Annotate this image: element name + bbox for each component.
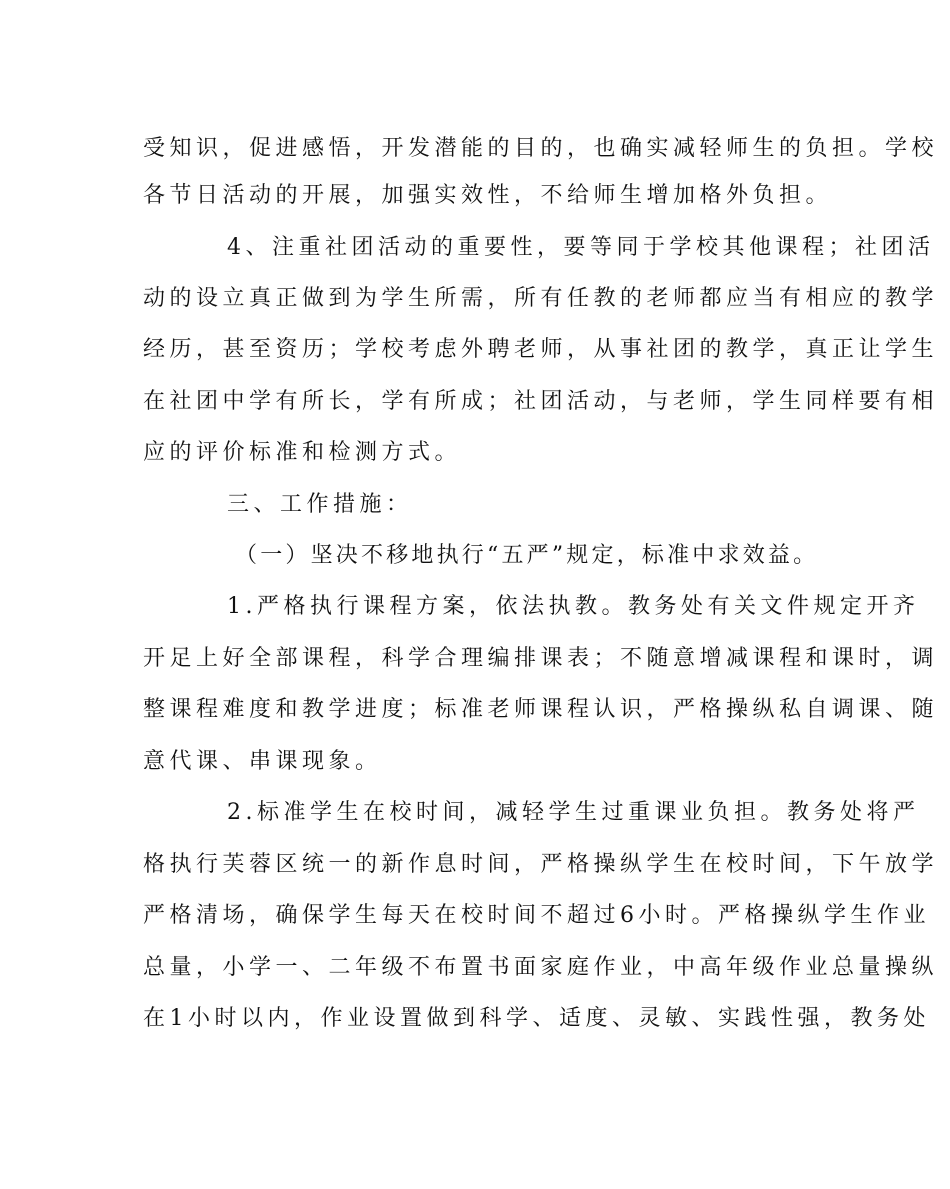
section-heading: 三、工作措施： [227,492,413,517]
paragraph-2-start: 2.标准学生在校时间，减轻学生过重课业负担。教务处将严 [227,800,920,825]
text-line: 整课程难度和教学进度；标准老师课程认识，严格操纵私自调课、随 [143,697,939,722]
text-line: 动的设立真正做到为学生所需，所有任教的老师都应当有相应的教学 [143,286,939,311]
text-line: 意代课、串课现象。 [143,749,382,774]
text-line: 在社团中学有所长，学有所成；社团活动，与老师，学生同样要有相 [143,389,939,414]
paragraph-4-start: 4、注重社团活动的重要性，要等同于学校其他课程；社团活 [227,235,935,260]
text-line: 格执行芙蓉区统一的新作息时间，严格操纵学生在校时间，下午放学 [143,852,939,877]
text-line: 受知识，促进感悟，开发潜能的目的，也确实减轻师生的负担。学校 [143,136,939,161]
text-line: 经历，甚至资历；学校考虑外聘老师，从事社团的教学，真正让学生 [143,337,939,362]
text-line: 开足上好全部课程，科学合理编排课表；不随意增减课程和课时，调 [143,646,939,671]
paragraph-1-start: 1.严格执行课程方案，依法执教。教务处有关文件规定开齐 [227,594,920,619]
text-line: 在1小时以内，作业设置做到科学、适度、灵敏、实践性强，教务处 [143,1006,930,1031]
text-line: 总量，小学一、二年级不布置书面家庭作业，中高年级作业总量操纵 [143,955,939,980]
subsection-heading: （一）坚决不移地执行“五严”规定，标准中求效益。 [235,543,819,568]
text-line: 各节日活动的开展，加强实效性，不给师生增加格外负担。 [143,183,833,208]
text-line: 严格清场，确保学生每天在校时间不超过6小时。严格操纵学生作业 [143,903,930,928]
text-line: 应的评价标准和检测方式。 [143,440,462,465]
